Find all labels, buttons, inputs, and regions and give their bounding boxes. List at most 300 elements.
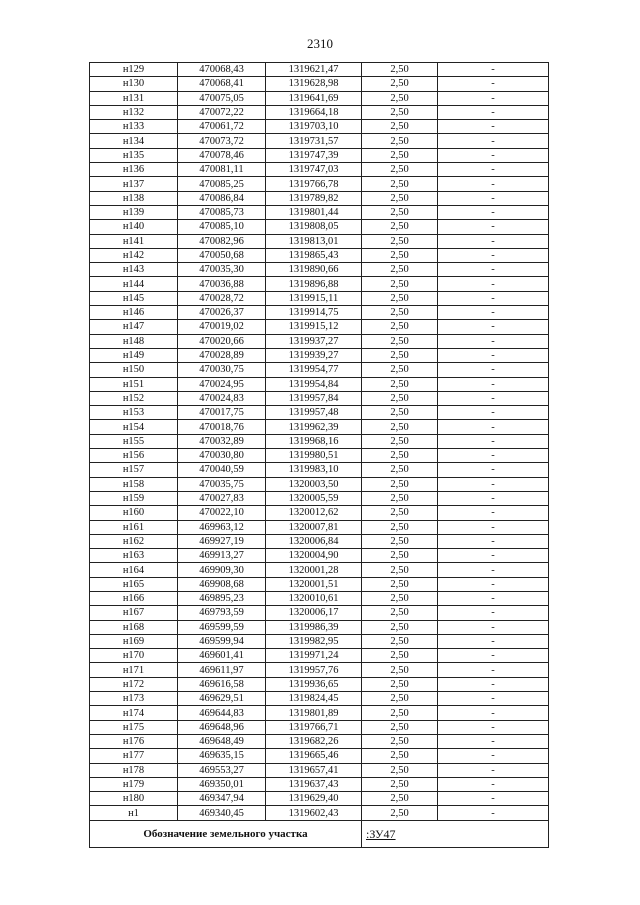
table-row xyxy=(90,105,549,119)
description-cell: - xyxy=(438,720,549,734)
point-id-cell: н170 xyxy=(90,649,178,663)
description-cell: - xyxy=(438,734,549,748)
description-cell: - xyxy=(438,606,549,620)
x-coordinate-cell: 470032,89 xyxy=(178,434,266,448)
description-cell: - xyxy=(438,377,549,391)
point-id-cell: н165 xyxy=(90,577,178,591)
description-cell: - xyxy=(438,234,549,248)
y-coordinate-cell: 1319957,84 xyxy=(266,391,362,405)
y-coordinate-cell: 1319980,51 xyxy=(266,449,362,463)
description-cell: - xyxy=(438,549,549,563)
table-row xyxy=(90,563,549,577)
point-id-cell: н137 xyxy=(90,177,178,191)
description-cell: - xyxy=(438,420,549,434)
table-row xyxy=(90,348,549,362)
point-id-cell: н162 xyxy=(90,534,178,548)
y-coordinate-cell: 1319703,10 xyxy=(266,120,362,134)
y-coordinate-cell: 1319971,24 xyxy=(266,649,362,663)
table-row xyxy=(90,120,549,134)
y-coordinate-cell: 1319939,27 xyxy=(266,348,362,362)
y-coordinate-cell: 1320001,28 xyxy=(266,563,362,577)
y-coordinate-cell: 1319914,75 xyxy=(266,306,362,320)
point-id-cell: н132 xyxy=(90,105,178,119)
point-id-cell: н129 xyxy=(90,63,178,77)
x-coordinate-cell: 470030,75 xyxy=(178,363,266,377)
description-cell: - xyxy=(438,463,549,477)
description-cell: - xyxy=(438,777,549,791)
point-id-cell: н173 xyxy=(90,692,178,706)
table-row xyxy=(90,449,549,463)
description-cell: - xyxy=(438,263,549,277)
description-cell: - xyxy=(438,534,549,548)
x-coordinate-cell: 469599,94 xyxy=(178,634,266,648)
point-id-cell: н135 xyxy=(90,148,178,162)
y-coordinate-cell: 1319968,16 xyxy=(266,434,362,448)
description-cell: - xyxy=(438,663,549,677)
precision-cell: 2,50 xyxy=(362,591,438,605)
y-coordinate-cell: 1319813,01 xyxy=(266,234,362,248)
precision-cell: 2,50 xyxy=(362,334,438,348)
point-id-cell: н157 xyxy=(90,463,178,477)
description-cell: - xyxy=(438,334,549,348)
description-cell: - xyxy=(438,677,549,691)
description-cell: - xyxy=(438,205,549,219)
point-id-cell: н136 xyxy=(90,163,178,177)
x-coordinate-cell: 469601,41 xyxy=(178,649,266,663)
description-cell: - xyxy=(438,63,549,77)
x-coordinate-cell: 470035,75 xyxy=(178,477,266,491)
table-row xyxy=(90,634,549,648)
description-cell: - xyxy=(438,191,549,205)
x-coordinate-cell: 470085,25 xyxy=(178,177,266,191)
description-cell: - xyxy=(438,563,549,577)
table-row xyxy=(90,148,549,162)
point-id-cell: н161 xyxy=(90,520,178,534)
table-row xyxy=(90,606,549,620)
y-coordinate-cell: 1319628,98 xyxy=(266,77,362,91)
point-id-cell: н163 xyxy=(90,549,178,563)
table-row xyxy=(90,334,549,348)
y-coordinate-cell: 1319789,82 xyxy=(266,191,362,205)
y-coordinate-cell: 1320003,50 xyxy=(266,477,362,491)
table-row xyxy=(90,677,549,691)
description-cell: - xyxy=(438,806,549,820)
point-id-cell: н167 xyxy=(90,606,178,620)
description-cell: - xyxy=(438,148,549,162)
y-coordinate-cell: 1319954,77 xyxy=(266,363,362,377)
y-coordinate-cell: 1319637,43 xyxy=(266,777,362,791)
description-cell: - xyxy=(438,220,549,234)
precision-cell: 2,50 xyxy=(362,734,438,748)
precision-cell: 2,50 xyxy=(362,491,438,505)
y-coordinate-cell: 1319954,84 xyxy=(266,377,362,391)
y-coordinate-cell: 1319915,12 xyxy=(266,320,362,334)
y-coordinate-cell: 1319986,39 xyxy=(266,620,362,634)
precision-cell: 2,50 xyxy=(362,749,438,763)
y-coordinate-cell: 1320001,51 xyxy=(266,577,362,591)
y-coordinate-cell: 1319766,78 xyxy=(266,177,362,191)
precision-cell: 2,50 xyxy=(362,263,438,277)
precision-cell: 2,50 xyxy=(362,463,438,477)
x-coordinate-cell: 469648,49 xyxy=(178,734,266,748)
precision-cell: 2,50 xyxy=(362,220,438,234)
precision-cell: 2,50 xyxy=(362,477,438,491)
y-coordinate-cell: 1319962,39 xyxy=(266,420,362,434)
y-coordinate-cell: 1320006,84 xyxy=(266,534,362,548)
point-id-cell: н153 xyxy=(90,406,178,420)
x-coordinate-cell: 470022,10 xyxy=(178,506,266,520)
table-row xyxy=(90,663,549,677)
x-coordinate-cell: 470024,83 xyxy=(178,391,266,405)
point-id-cell: н164 xyxy=(90,563,178,577)
x-coordinate-cell: 469616,58 xyxy=(178,677,266,691)
precision-cell: 2,50 xyxy=(362,120,438,134)
point-id-cell: н138 xyxy=(90,191,178,205)
table-row xyxy=(90,649,549,663)
point-id-cell: н166 xyxy=(90,591,178,605)
y-coordinate-cell: 1319664,18 xyxy=(266,105,362,119)
point-id-cell: н150 xyxy=(90,363,178,377)
y-coordinate-cell: 1319957,76 xyxy=(266,663,362,677)
precision-cell: 2,50 xyxy=(362,692,438,706)
y-coordinate-cell: 1319747,39 xyxy=(266,148,362,162)
point-id-cell: н180 xyxy=(90,792,178,806)
precision-cell: 2,50 xyxy=(362,563,438,577)
point-id-cell: н143 xyxy=(90,263,178,277)
description-cell: - xyxy=(438,105,549,119)
description-cell: - xyxy=(438,291,549,305)
precision-cell: 2,50 xyxy=(362,549,438,563)
point-id-cell: н146 xyxy=(90,306,178,320)
point-id-cell: н144 xyxy=(90,277,178,291)
x-coordinate-cell: 470020,66 xyxy=(178,334,266,348)
precision-cell: 2,50 xyxy=(362,449,438,463)
table-row xyxy=(90,391,549,405)
x-coordinate-cell: 470035,30 xyxy=(178,263,266,277)
description-cell: - xyxy=(438,120,549,134)
x-coordinate-cell: 469648,96 xyxy=(178,720,266,734)
precision-cell: 2,50 xyxy=(362,520,438,534)
table-row xyxy=(90,434,549,448)
y-coordinate-cell: 1320012,62 xyxy=(266,506,362,520)
precision-cell: 2,50 xyxy=(362,291,438,305)
precision-cell: 2,50 xyxy=(362,63,438,77)
point-id-cell: н152 xyxy=(90,391,178,405)
x-coordinate-cell: 470028,72 xyxy=(178,291,266,305)
page-number: 2310 xyxy=(307,36,333,51)
y-coordinate-cell: 1320004,90 xyxy=(266,549,362,563)
x-coordinate-cell: 470072,22 xyxy=(178,105,266,119)
x-coordinate-cell: 469350,01 xyxy=(178,777,266,791)
table-row xyxy=(90,63,549,77)
x-coordinate-cell: 470086,84 xyxy=(178,191,266,205)
point-id-cell: н140 xyxy=(90,220,178,234)
x-coordinate-cell: 470040,59 xyxy=(178,463,266,477)
y-coordinate-cell: 1319801,89 xyxy=(266,706,362,720)
y-coordinate-cell: 1320010,61 xyxy=(266,591,362,605)
point-id-cell: н179 xyxy=(90,777,178,791)
point-id-cell: н156 xyxy=(90,449,178,463)
table-row xyxy=(90,577,549,591)
point-id-cell: н168 xyxy=(90,620,178,634)
description-cell: - xyxy=(438,634,549,648)
precision-cell: 2,50 xyxy=(362,577,438,591)
table-row xyxy=(90,263,549,277)
table-row xyxy=(90,320,549,334)
precision-cell: 2,50 xyxy=(362,320,438,334)
precision-cell: 2,50 xyxy=(362,534,438,548)
point-id-cell: н160 xyxy=(90,506,178,520)
description-cell: - xyxy=(438,620,549,634)
precision-cell: 2,50 xyxy=(362,777,438,791)
x-coordinate-cell: 469963,12 xyxy=(178,520,266,534)
precision-cell: 2,50 xyxy=(362,234,438,248)
point-id-cell: н130 xyxy=(90,77,178,91)
x-coordinate-cell: 470068,41 xyxy=(178,77,266,91)
precision-cell: 2,50 xyxy=(362,148,438,162)
table-row xyxy=(90,248,549,262)
description-cell: - xyxy=(438,91,549,105)
table-row xyxy=(90,749,549,763)
x-coordinate-cell: 470075,05 xyxy=(178,91,266,105)
description-cell: - xyxy=(438,391,549,405)
table-row xyxy=(90,763,549,777)
y-coordinate-cell: 1319983,10 xyxy=(266,463,362,477)
x-coordinate-cell: 470073,72 xyxy=(178,134,266,148)
y-coordinate-cell: 1320005,59 xyxy=(266,491,362,505)
table-row xyxy=(90,91,549,105)
y-coordinate-cell: 1320006,17 xyxy=(266,606,362,620)
description-cell: - xyxy=(438,320,549,334)
precision-cell: 2,50 xyxy=(362,720,438,734)
precision-cell: 2,50 xyxy=(362,177,438,191)
y-coordinate-cell: 1319957,48 xyxy=(266,406,362,420)
precision-cell: 2,50 xyxy=(362,248,438,262)
x-coordinate-cell: 469347,94 xyxy=(178,792,266,806)
y-coordinate-cell: 1319865,43 xyxy=(266,248,362,262)
table-row xyxy=(90,205,549,219)
description-cell: - xyxy=(438,792,549,806)
table-row xyxy=(90,706,549,720)
precision-cell: 2,50 xyxy=(362,306,438,320)
table-row xyxy=(90,177,549,191)
point-id-cell: н149 xyxy=(90,348,178,362)
precision-cell: 2,50 xyxy=(362,134,438,148)
table-row xyxy=(90,306,549,320)
description-cell: - xyxy=(438,134,549,148)
description-cell: - xyxy=(438,591,549,605)
table-body xyxy=(90,63,549,821)
x-coordinate-cell: 470017,75 xyxy=(178,406,266,420)
x-coordinate-cell: 469895,23 xyxy=(178,591,266,605)
table-row xyxy=(90,291,549,305)
precision-cell: 2,50 xyxy=(362,205,438,219)
y-coordinate-cell: 1319682,26 xyxy=(266,734,362,748)
precision-cell: 2,50 xyxy=(362,806,438,820)
table-row xyxy=(90,534,549,548)
land-plot-designation-row xyxy=(90,820,549,847)
y-coordinate-cell: 1320007,81 xyxy=(266,520,362,534)
description-cell: - xyxy=(438,449,549,463)
precision-cell: 2,50 xyxy=(362,706,438,720)
description-cell: - xyxy=(438,763,549,777)
y-coordinate-cell: 1319936,65 xyxy=(266,677,362,691)
x-coordinate-cell: 469913,27 xyxy=(178,549,266,563)
description-cell: - xyxy=(438,348,549,362)
precision-cell: 2,50 xyxy=(362,649,438,663)
table-row xyxy=(90,777,549,791)
x-coordinate-cell: 470027,83 xyxy=(178,491,266,505)
x-coordinate-cell: 469644,83 xyxy=(178,706,266,720)
table-row xyxy=(90,277,549,291)
x-coordinate-cell: 470068,43 xyxy=(178,63,266,77)
point-id-cell: н133 xyxy=(90,120,178,134)
description-cell: - xyxy=(438,477,549,491)
description-cell: - xyxy=(438,506,549,520)
precision-cell: 2,50 xyxy=(362,377,438,391)
y-coordinate-cell: 1319621,47 xyxy=(266,63,362,77)
table-row xyxy=(90,477,549,491)
description-cell: - xyxy=(438,434,549,448)
description-cell: - xyxy=(438,277,549,291)
table-row xyxy=(90,363,549,377)
precision-cell: 2,50 xyxy=(362,663,438,677)
precision-cell: 2,50 xyxy=(362,363,438,377)
description-cell: - xyxy=(438,692,549,706)
x-coordinate-cell: 470050,68 xyxy=(178,248,266,262)
x-coordinate-cell: 470082,96 xyxy=(178,234,266,248)
precision-cell: 2,50 xyxy=(362,434,438,448)
y-coordinate-cell: 1319808,05 xyxy=(266,220,362,234)
point-id-cell: н131 xyxy=(90,91,178,105)
x-coordinate-cell: 470085,10 xyxy=(178,220,266,234)
y-coordinate-cell: 1319766,71 xyxy=(266,720,362,734)
table-row xyxy=(90,806,549,820)
table-row xyxy=(90,220,549,234)
point-id-cell: н139 xyxy=(90,205,178,219)
x-coordinate-cell: 469599,59 xyxy=(178,620,266,634)
point-id-cell: н177 xyxy=(90,749,178,763)
description-cell: - xyxy=(438,491,549,505)
point-id-cell: н142 xyxy=(90,248,178,262)
table-row xyxy=(90,620,549,634)
x-coordinate-cell: 470036,88 xyxy=(178,277,266,291)
x-coordinate-cell: 469635,15 xyxy=(178,749,266,763)
y-coordinate-cell: 1319731,57 xyxy=(266,134,362,148)
precision-cell: 2,50 xyxy=(362,163,438,177)
table-row xyxy=(90,491,549,505)
x-coordinate-cell: 469340,45 xyxy=(178,806,266,820)
description-cell: - xyxy=(438,406,549,420)
table-row xyxy=(90,406,549,420)
x-coordinate-cell: 470078,46 xyxy=(178,148,266,162)
point-id-cell: н174 xyxy=(90,706,178,720)
precision-cell: 2,50 xyxy=(362,677,438,691)
point-id-cell: н158 xyxy=(90,477,178,491)
table-row xyxy=(90,420,549,434)
table-row xyxy=(90,463,549,477)
precision-cell: 2,50 xyxy=(362,606,438,620)
y-coordinate-cell: 1319915,11 xyxy=(266,291,362,305)
y-coordinate-cell: 1319747,03 xyxy=(266,163,362,177)
point-id-cell: н147 xyxy=(90,320,178,334)
table-row xyxy=(90,377,549,391)
point-id-cell: н176 xyxy=(90,734,178,748)
table-row xyxy=(90,692,549,706)
description-cell: - xyxy=(438,577,549,591)
y-coordinate-cell: 1319657,41 xyxy=(266,763,362,777)
table-row xyxy=(90,506,549,520)
x-coordinate-cell: 470026,37 xyxy=(178,306,266,320)
precision-cell: 2,50 xyxy=(362,620,438,634)
y-coordinate-cell: 1319801,44 xyxy=(266,205,362,219)
land-plot-designation-label: Обозначение земельного участка xyxy=(90,820,362,847)
point-id-cell: н141 xyxy=(90,234,178,248)
description-cell: - xyxy=(438,706,549,720)
description-cell: - xyxy=(438,163,549,177)
x-coordinate-cell: 469908,68 xyxy=(178,577,266,591)
y-coordinate-cell: 1319890,66 xyxy=(266,263,362,277)
point-id-cell: н1 xyxy=(90,806,178,820)
precision-cell: 2,50 xyxy=(362,91,438,105)
point-id-cell: н169 xyxy=(90,634,178,648)
y-coordinate-cell: 1319982,95 xyxy=(266,634,362,648)
precision-cell: 2,50 xyxy=(362,277,438,291)
x-coordinate-cell: 470061,72 xyxy=(178,120,266,134)
point-id-cell: н175 xyxy=(90,720,178,734)
point-id-cell: н145 xyxy=(90,291,178,305)
table-row xyxy=(90,134,549,148)
point-id-cell: н178 xyxy=(90,763,178,777)
description-cell: - xyxy=(438,77,549,91)
y-coordinate-cell: 1319937,27 xyxy=(266,334,362,348)
precision-cell: 2,50 xyxy=(362,191,438,205)
x-coordinate-cell: 469927,19 xyxy=(178,534,266,548)
precision-cell: 2,50 xyxy=(362,348,438,362)
precision-cell: 2,50 xyxy=(362,792,438,806)
coordinates-table xyxy=(89,62,549,848)
x-coordinate-cell: 470081,11 xyxy=(178,163,266,177)
x-coordinate-cell: 470085,73 xyxy=(178,205,266,219)
table-row xyxy=(90,520,549,534)
y-coordinate-cell: 1319896,88 xyxy=(266,277,362,291)
x-coordinate-cell: 469611,97 xyxy=(178,663,266,677)
table-row xyxy=(90,163,549,177)
precision-cell: 2,50 xyxy=(362,406,438,420)
description-cell: - xyxy=(438,363,549,377)
description-cell: - xyxy=(438,306,549,320)
precision-cell: 2,50 xyxy=(362,634,438,648)
x-coordinate-cell: 470028,89 xyxy=(178,348,266,362)
table-row xyxy=(90,734,549,748)
y-coordinate-cell: 1319602,43 xyxy=(266,806,362,820)
description-cell: - xyxy=(438,248,549,262)
y-coordinate-cell: 1319824,45 xyxy=(266,692,362,706)
y-coordinate-cell: 1319629,40 xyxy=(266,792,362,806)
precision-cell: 2,50 xyxy=(362,105,438,119)
precision-cell: 2,50 xyxy=(362,763,438,777)
table-row xyxy=(90,77,549,91)
description-cell: - xyxy=(438,177,549,191)
y-coordinate-cell: 1319641,69 xyxy=(266,91,362,105)
point-id-cell: н171 xyxy=(90,663,178,677)
x-coordinate-cell: 470018,76 xyxy=(178,420,266,434)
x-coordinate-cell: 469909,30 xyxy=(178,563,266,577)
table-row xyxy=(90,191,549,205)
x-coordinate-cell: 470030,80 xyxy=(178,449,266,463)
point-id-cell: н159 xyxy=(90,491,178,505)
x-coordinate-cell: 469553,27 xyxy=(178,763,266,777)
